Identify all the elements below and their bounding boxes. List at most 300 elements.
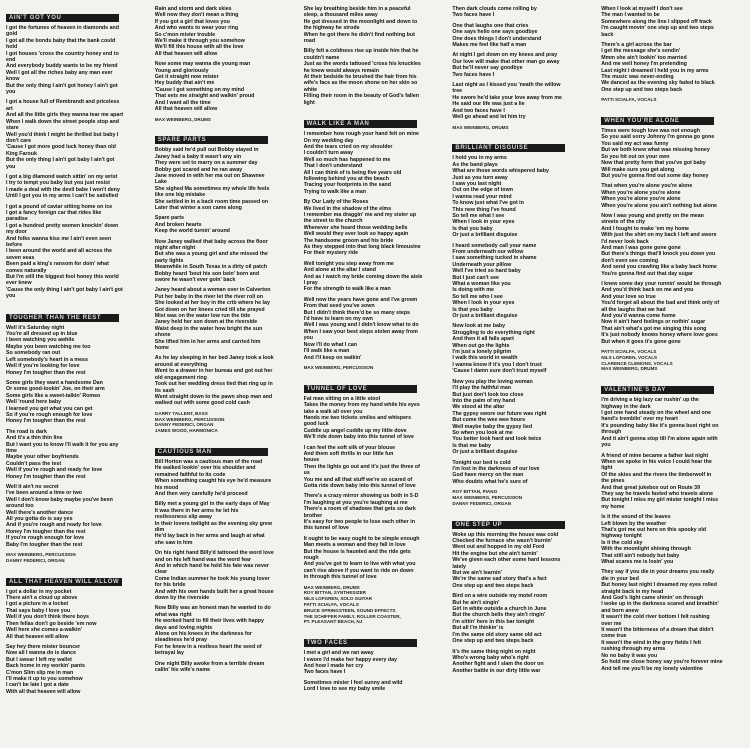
lyric-line: Bobby heard 'bout his son bein' born and	[154, 270, 260, 277]
lyric-line: I been around the world and all across the	[6, 248, 112, 255]
lyric-line: All that heaven will allow	[154, 50, 218, 57]
lyric-line: It was there in her arms he let his	[154, 507, 239, 514]
lyric-line: my door	[6, 229, 27, 236]
lyric-line: walked out with some good cold cash	[154, 400, 250, 407]
lyric-line: But honey last night I dreamed my eyes rolled	[601, 582, 717, 589]
lyric-line: There's a crazy mirror showing us both in 5-D	[303, 493, 419, 500]
lyric-line: betrayal lay	[154, 650, 184, 657]
lyric-line: Takes the money from my hand while his eyes	[303, 402, 420, 409]
lyric-line: Now some may wanna die young man	[154, 61, 251, 68]
lyric-line: Is doing with me	[452, 287, 494, 294]
lyric-line: Sometimes mister I feel sunny and wild	[303, 679, 403, 686]
lyric-line: Well it's Saturday night	[6, 324, 65, 331]
lyric-line: Now that pretty form that you've got baby	[601, 160, 706, 167]
lyric-line: On his right hand Billy'd tattooed the word love	[154, 550, 274, 557]
lyric-line: Say hey there mister bouncer	[6, 643, 81, 650]
lyric-line: I got one hand steady on the wheel and one	[601, 410, 711, 417]
lyric-line: One night Billy awoke from a terrible dream	[154, 660, 265, 667]
lyric-line: They say he travels fasted who travels alone	[601, 490, 714, 497]
lyric-line: hand's tremblin' over my heart	[601, 416, 678, 423]
lyric-line: Until I got you in my arms I can't be satisfied	[6, 193, 118, 200]
lyric-line: Well tonight you step away from me	[303, 260, 394, 267]
lyric-line: I got a pound of caviar sitting home on ice	[6, 203, 113, 210]
credit-line: JAMES WOOD, HARMONICA	[154, 428, 218, 434]
lyric-line: One does things I don't understand	[452, 35, 542, 42]
lyric-line: Later that winter a son came along	[154, 204, 242, 211]
lyric-line: I been watching you awhile	[6, 337, 75, 344]
lyric-line: When we spoke in his voice I could hear the	[601, 458, 712, 465]
lyric-line: Now look at me baby	[452, 323, 506, 330]
lyric-line: When I look in your eyes	[452, 300, 515, 307]
lyric-line: But I want you to know I'll walk it for you any	[6, 441, 119, 448]
lyric-line: I learned you get what you can get	[6, 405, 93, 412]
lyric-line: He walked lookin' over his shoulder and	[154, 465, 256, 472]
lyric-line: Well I've tried so hard baby	[452, 268, 521, 275]
lyric-line: From that seed you've sown	[303, 303, 375, 310]
lyric-line: It ought to be easy ought to be simple enough	[303, 535, 420, 542]
lyric-line: I'm sittin' here in this bar tonight	[452, 618, 535, 625]
lyric-line: I got houses 'cross the country honey end to	[6, 50, 119, 57]
lyric-line: Struggling to do everything right	[452, 329, 535, 336]
lyric-line: And then it all falls apart	[452, 336, 514, 343]
lyric-line: With just the shirt on my back I left and swore	[601, 232, 717, 239]
lyric-line: Get it straight now mister	[154, 74, 219, 81]
lyric-line: Is it the cold sky	[601, 539, 643, 546]
credit-line: ROY BITTAN, PIANO	[452, 489, 498, 495]
lyric-line: The gypsy swore our future was right	[452, 410, 547, 417]
lyric-line: With all that heaven will allow	[6, 688, 81, 695]
lyric-line: Went straight down to the pawn shop man and	[154, 393, 273, 400]
lyric-line: streets of the city	[601, 219, 646, 226]
lyric-line: He swore he'd take your love away from me	[452, 94, 562, 101]
lyric-line: Or just a brilliant disguise	[452, 232, 518, 239]
lyric-line: Last night as I kissed you 'neath the willow	[452, 82, 561, 89]
lyric-line: But there's things that'll knock you down you	[601, 251, 716, 258]
lyric-line: Now I was young and pretty on the mean	[601, 212, 704, 219]
song-block	[304, 6, 447, 106]
lyric-line: Maybe you been watching me too	[6, 343, 91, 350]
lyric-line: I'm the same old story same old act	[452, 631, 542, 638]
lyric-line: And that great jukebox out on Route 39	[601, 484, 701, 491]
lyric-line: Alone on his knees in the darkness for	[154, 631, 252, 638]
lyric-line: C'mon Slim slip me in man	[6, 669, 74, 676]
lyric-line: But we ain't learnin'	[452, 570, 502, 577]
lyric-line: you	[601, 442, 611, 449]
lyric-column	[6, 6, 149, 744]
lyric-line: That's got me out here on this spooky old	[601, 526, 707, 533]
lyric-line: Well if you don't think there boys	[6, 614, 89, 621]
credit-line: PATTI SCIALFA, VOCALS	[303, 602, 359, 608]
lyric-line: over me	[601, 620, 622, 627]
lyric-line: Jane moved in with her ma out on Shawnee	[154, 172, 265, 179]
lyric-line: couldn't name	[303, 54, 340, 61]
lyric-line: all the laughs that we had	[601, 306, 666, 313]
lyric-line: Went to a drawer in her bureau and got out her	[154, 368, 273, 375]
lyric-line: Gotta ride down baby into this tunnel of love	[303, 482, 416, 489]
credit-line: GARRY TALLENT, BASS	[154, 410, 208, 416]
lyric-line: Fat man sitting on a little stool	[303, 395, 381, 402]
lyric-line: Just as the words tattooed 'cross his knuckles	[303, 61, 421, 68]
lyric-line: old engagement ring	[154, 374, 207, 381]
lyric-line: I saw something tucked in shame	[452, 255, 537, 262]
lyric-line: And in which hand he held his fate was never	[154, 563, 269, 570]
lyric-line: What a woman like you	[452, 281, 511, 288]
lyric-line: Woke up this morning the house was cold	[452, 531, 559, 538]
lyric-column	[601, 6, 744, 744]
lyric-line: And who wants to wear your ring	[154, 25, 239, 32]
lyric-line: And God's light came shinin' on through	[601, 595, 704, 602]
lyric-line: Just as you turn away	[452, 174, 508, 181]
lyric-line: Got down on her knees cried till she prayed	[154, 306, 265, 313]
lyric-line: Will make sure you get along	[601, 166, 675, 173]
lyric-line: It's the same thing night on night	[452, 648, 536, 655]
lyric-line: I'm driving a big lazy car rushin' up the	[601, 397, 699, 404]
song-block	[452, 136, 595, 506]
lyric-line: Or just a brilliant disguise	[452, 449, 518, 456]
lyric-line: And folks wanna kiss me I ain't even seen	[6, 235, 112, 242]
lyric-line: I swore I'd make her happy every day	[303, 656, 398, 663]
lyric-line: So tell me what I see	[452, 212, 505, 219]
lyric-line: Been paid a king's ransom for doin' what	[6, 261, 109, 268]
lyric-line: Underneath your pillow	[452, 261, 512, 268]
lyric-line: around at everything	[154, 361, 208, 368]
lyric-line: We lived in the shadow of the elms	[303, 205, 392, 212]
lyric-line: It's just nobody knows honey where love goes	[601, 332, 718, 339]
credit-line: MAX WEINBERG, DRUMS	[154, 116, 211, 122]
lyric-line: restlessness slip away	[154, 514, 212, 521]
lyric-line: Now all I wanna do is dance	[6, 650, 77, 657]
lyric-line: So if you're rough enough for love	[6, 411, 93, 418]
lyric-line: I got a big diamond watch sittin' on my wrist	[6, 173, 118, 180]
lyric-line: Waist deep in the water how bright the sun	[154, 325, 263, 332]
lyric-line: home	[154, 345, 169, 352]
lyric-line: and born anew	[601, 607, 639, 614]
lyric-line: And all the little girls they wanna tear me apart	[6, 112, 124, 119]
lyric-line: I remember ma draggin' me and my sister up	[303, 211, 417, 218]
lyric-line: And as I watch my bride coming down the aisle	[303, 273, 423, 280]
lyric-line: It wasn't the cold river bottom I felt rushing	[601, 614, 710, 621]
lyric-line: All you gotta do is say yes	[6, 516, 73, 523]
lyric-line: And then very carefully he'd proceed	[154, 490, 248, 497]
credit-line: MAX WEINBERG, DRUMS	[601, 366, 658, 372]
lyric-line: Two faces have I	[303, 669, 346, 676]
song-block	[6, 570, 149, 696]
lyric-line: Another battle in our dirty little war	[452, 667, 541, 674]
lyric-line: But you're gonna find out some day honey	[601, 172, 709, 179]
lyric-line: I pray	[303, 280, 318, 287]
lyric-line: And the tears cried on my shoulder	[303, 143, 393, 150]
lyric-line: Somewhere along the line I slipped off track	[601, 18, 712, 25]
lyric-line: And it ain't gonna stop till I'm alone again with	[601, 435, 718, 442]
lyric-line: So tell me who I see	[452, 293, 503, 300]
lyric-line: Is that you baby	[452, 306, 493, 313]
lyric-line: Meanwhile in South Texas in a dirty oil patch	[154, 264, 268, 271]
lyric-line: She looked at her boy in the crib where he lay	[154, 300, 270, 307]
lyric-line: white	[303, 86, 318, 93]
lyric-line: And you've got to learn to live with what you	[303, 561, 416, 568]
credit-line: MAX WEINBERG, DRUMS	[452, 124, 509, 130]
lyric-line: With the moonlight shining through	[601, 546, 691, 553]
lyric-line: By Our Lady of the Roses	[303, 199, 369, 206]
lyric-line: God have mercy on the man	[452, 472, 524, 479]
lyric-line: There's a girl across the bar	[601, 42, 672, 49]
lyric-line: At night I get down on my knees and pray	[452, 52, 558, 59]
lyric-line: Bobby said he'd pull out Bobby stayed in	[154, 147, 259, 154]
lyric-line: They say if you die in your dreams you really	[601, 569, 715, 576]
lyric-line: I couldn't turn away	[303, 150, 354, 157]
lyric-line: Last night I dreamed I held you in my arms	[601, 67, 709, 74]
lyric-line: And me well honey I'm pretending	[601, 61, 687, 68]
lyric-line: Rain and storm and dark skies	[154, 6, 232, 12]
song-title: VALENTINE'S DAY	[601, 386, 714, 394]
lyric-line: We stood at the altar	[452, 404, 505, 411]
lyric-line: I'll make it up to you somehow	[6, 675, 83, 682]
lyric-column	[452, 6, 595, 744]
lyric-line: I got a fancy foreign car that rides like	[6, 209, 102, 216]
lyric-line: That says baby I love you	[6, 607, 71, 614]
lyric-line: house	[303, 457, 320, 464]
lyric-line: Young and gloriously	[154, 67, 209, 74]
lyric-line: It's pounding baby like it's gonna bust right on	[601, 422, 719, 429]
lyric-line: Filling their room in the beauty of God's fallen	[303, 93, 420, 100]
credit-line: MAX WEINBERG, PERCUSSION	[154, 416, 225, 422]
lyric-line: I wanna read your mind	[452, 193, 512, 200]
lyric-line: comes naturally	[6, 267, 47, 274]
lyric-line: But he ain't singin'	[452, 599, 500, 606]
lyric-line: Checked the furnace she wasn't burnin'	[452, 538, 553, 544]
lyric-line: Well it ain't no secret	[6, 484, 59, 490]
lyric-line: But we both knew what was missing honey	[601, 147, 710, 154]
lyric-column	[304, 6, 447, 744]
lyric-line: For the strength to walk like a man	[303, 286, 391, 293]
lyric-line: Well if you're rough and ready for love	[6, 467, 103, 474]
song-block	[304, 631, 447, 692]
lyric-line: You me and all that stuff we're so scared of	[303, 476, 413, 483]
lyric-line: Well I don't know baby maybe you've been	[6, 496, 113, 503]
lyric-line: 'Cause I damn sure don't trust myself	[452, 368, 547, 375]
lyric-line: paradise	[6, 216, 28, 223]
lyric-line: I remember how rough your hand felt on mine	[303, 131, 419, 138]
lyric-line: sleep, a thousand miles away	[303, 12, 378, 19]
lyric-line: don't even see coming	[601, 257, 659, 264]
lyric-line: Who's wrong baby who's right	[452, 654, 529, 661]
lyric-line: Now you play the loving woman	[452, 378, 533, 385]
lyric-line: Is that you baby	[452, 225, 493, 232]
lyric-line: Hands me two tickets smiles and whispers	[303, 414, 412, 421]
lyric-line: Lord I love to see my baby smile	[303, 686, 386, 693]
lyric-line: King Farouk	[6, 150, 37, 157]
lyric-line: In their lovers twilight as the evening sky grew	[154, 520, 272, 527]
credit-line: NILS LOFGREN, SOLO GUITAR	[303, 596, 372, 602]
lyric-line: you	[6, 293, 16, 300]
lyric-line: I got the fortunes of heaven in diamonds and	[6, 25, 120, 31]
credit-line: DANNY FEDERICI, ORGAN	[154, 422, 214, 428]
song-title: TWO FACES	[304, 639, 417, 647]
lyric-line: I'm caught movin' one step up and two steps	[601, 25, 714, 32]
lyric-line: I met a girl and we ran away	[303, 650, 374, 657]
lyric-line: you	[6, 163, 16, 170]
lyric-line: All that heaven will allow	[154, 106, 218, 113]
lyric-line: That when you're alone you're alone	[601, 183, 693, 190]
lyric-line: So you said sorry Johnny I'm gonna go gone	[601, 134, 715, 141]
lyric-line: When I saw your best steps stolen away from	[303, 328, 418, 335]
lyric-line: The music was never-ending	[601, 74, 674, 81]
lyric-line: He got dressed in the moonlight and down to	[303, 18, 418, 25]
credit-line: DANNY FEDERICI, ORGAN	[452, 500, 512, 506]
lyric-line: and on his left hand was the word fear	[154, 556, 252, 563]
lyric-line: For their mystery ride	[303, 250, 359, 257]
lyric-line: All I can think of is being five years old	[303, 169, 402, 176]
lyric-line: Some girls like a sweet-talkin' Romeo	[6, 392, 101, 399]
lyric-line: I made a deal with the devil babe I won't deny	[6, 186, 120, 193]
credit-line: BRUCE SPRINGSTEEN, SOUND EFFECTS	[303, 607, 396, 613]
lyric-line: But she was a young girl and she missed the	[154, 251, 268, 258]
lyric-line: tree	[452, 88, 463, 95]
credit-line: PATTI SCIALFA, VOCALS	[601, 97, 657, 103]
credit-line: THE SCHIFFER FAMILY, ROLLER COASTER,	[303, 613, 401, 619]
song-block	[601, 6, 744, 103]
lyric-line: Our love will make that other man go away	[452, 58, 560, 65]
song-block	[452, 6, 595, 130]
lyric-line: 'Cause I got something on my mind	[154, 86, 245, 93]
lyric-line: Well there's another dance	[6, 509, 74, 516]
lyric-line: It wasn't the wind in the grey fields I felt	[601, 639, 702, 646]
lyric-line: I'd never look back	[601, 238, 649, 245]
lyric-line: And how I made her cry	[303, 663, 364, 670]
lyric-line: she saw in him	[154, 539, 193, 546]
lyric-line: for his bride	[154, 582, 186, 589]
lyric-line: Billy met a young girl in the early days of May	[154, 501, 270, 508]
song-block	[452, 513, 595, 675]
lyric-line: When something caught his eye he'd measure	[154, 478, 272, 485]
lyric-line: And man I was gone gone gone	[601, 244, 681, 251]
lyric-line: Put her baby in the river let the river roll on	[154, 293, 264, 300]
lyric-line: highway tonight	[601, 533, 642, 540]
lyric-line: highway in the dark	[601, 403, 651, 410]
lyric-line: What are those words whispered baby	[452, 168, 549, 175]
lyric-line: From underneath our willow	[452, 248, 524, 255]
lyric-line: Or just a brilliant disguise	[452, 313, 518, 320]
lyric-line: his mood	[154, 484, 179, 491]
lyric-line: You're all dressed up in blue	[6, 331, 78, 338]
lyric-line: Janey had a baby it wasn't any sin	[154, 153, 242, 160]
lyric-line: before	[6, 242, 23, 248]
lyric-line: One step up and two steps back	[452, 638, 534, 645]
lyric-line: Who doubts what he's sure of	[452, 478, 528, 485]
lyric-line: I've been around a time or two	[6, 490, 83, 497]
lyric-line: When I look in your eyes	[452, 219, 515, 226]
lyric-line: remained faithful to its code	[154, 471, 226, 478]
lyric-line: Well would they ever look so happy again	[303, 231, 409, 238]
lyric-line: Well here she comes a-walkin'	[6, 627, 82, 634]
song-block	[6, 306, 149, 564]
lyric-line: this tunnel of love	[303, 525, 349, 532]
lyric-line: Makes me feel like half a man	[452, 42, 527, 49]
lyric-line: Back home in my workin' pants	[6, 663, 85, 670]
lyric-line: So hold me close honey say you're forever mine	[601, 659, 723, 666]
lyric-line: party lights	[154, 257, 184, 264]
lyric-line: But I just can't see	[452, 274, 499, 281]
lyric-line: The man I wanted to be	[601, 12, 660, 19]
lyric-line: light	[303, 99, 315, 106]
lyric-line: If you're rough enough for love	[6, 535, 85, 542]
lyric-line: So somebody ran out	[6, 350, 61, 357]
credit-line: PT. PLEASANT BEACH, NJ	[303, 619, 363, 625]
lyric-line: One step up and two steps back	[601, 86, 683, 93]
lyric-line: Then dark clouds come rolling by	[452, 6, 537, 12]
lyric-line: But the church bells they ain't ringin'	[452, 612, 546, 619]
lyric-line: Bobby got scared and he ran away	[154, 166, 243, 173]
lyric-line: And them soft thrills in our little fun	[303, 450, 394, 457]
lyric-line: shone	[154, 332, 171, 339]
song-title: SPARE PARTS	[155, 136, 268, 144]
lyric-line: When out go the lights	[452, 342, 510, 349]
lyric-line: When you're alone you're alone	[601, 189, 681, 196]
lyric-line: I woke up in the darkness scared and breathin'	[601, 601, 719, 608]
lyric-line: end	[6, 57, 16, 64]
lyric-line: hold	[6, 44, 18, 51]
lyric-line: When I walk down the street people stop and	[6, 118, 120, 125]
lyric-line: And alone at the altar I stand	[303, 267, 376, 274]
lyric-line: When he got there he didn't find nothing but	[303, 31, 415, 38]
lyric-line: You said my act was funny	[601, 140, 669, 147]
lyric-line: But the house is haunted and the ride gets	[303, 548, 411, 555]
lyric-line: Hey buddy that ain't me	[154, 80, 215, 87]
lyric-line: time	[6, 447, 17, 454]
lyric-line: Janey held her son down at the riverside	[154, 319, 258, 326]
lyric-line: Whenever she heard those wedding bells	[303, 224, 408, 231]
lyric-line: Janey heard about a woman over in Calverton	[154, 287, 271, 294]
lyric-line: Hit the engine but she ain't turnin'	[452, 550, 538, 557]
lyric-line: When you're alone you're alone	[601, 196, 681, 203]
lyric-line: Girl in white outside a church in June	[452, 606, 547, 613]
lyric-line: Bird on a wire outside my motel room	[452, 593, 548, 600]
lyric-line: And I fought to make 'em my home	[601, 225, 689, 232]
lyric-line: Another fight and I slam the door on	[452, 661, 544, 668]
lyric-line: what was right	[154, 611, 192, 618]
lyric-line: Is that me baby	[452, 442, 491, 449]
lyric-line: I got a house full of Rembrandt and priceless	[6, 99, 120, 106]
lyric-line: And if you're rough and ready for love	[6, 522, 102, 529]
lyric-line: We'll make it through you somehow	[154, 38, 245, 45]
lyric-line: Well go ahead and let him try	[452, 114, 526, 121]
lyric-line: As he lay sleeping in her bed Janey took a look	[154, 355, 274, 362]
credit-line: MAX WEINBERG, PERCUSSION	[303, 364, 374, 370]
lyric-line: It wasn't the bitterness of a dream that didn't	[601, 627, 714, 634]
lyric-line: Now Janey walked that baby across the floor	[154, 238, 268, 245]
lyric-line: know	[6, 76, 20, 83]
lyric-line: Spare parts	[154, 215, 184, 222]
lyric-line: Honey I'm tougher than the rest	[6, 369, 86, 376]
song-title: BRILLIANT DISGUISE	[452, 144, 565, 152]
lyric-line: Mist was on the water low run the tide	[154, 313, 251, 320]
lyric-line: And everybody buddy wants to be my friend	[6, 63, 118, 70]
lyric-line: Well I got all the riches baby any man ever	[6, 69, 113, 76]
lyric-line: So when you look at me	[452, 429, 513, 436]
lyric-line: Man meets a woman and they fall in love	[303, 542, 406, 549]
lyric-line: Then the lights go out and it's just the three of	[303, 463, 420, 470]
song-title: WALK LIKE A MAN	[304, 120, 417, 128]
song-block	[304, 377, 447, 626]
lyric-line: And I want all the time	[154, 99, 211, 106]
lyric-line: It's easy for two people to lose each other in	[303, 519, 415, 526]
lyric-line: And it's a thin thin line	[6, 435, 63, 442]
lyric-line: you	[6, 89, 16, 96]
lyric-line: lately	[452, 563, 466, 570]
lyric-line: But just don't look too close	[452, 391, 524, 398]
lyric-line: Honey I'm tougher than the rest	[6, 528, 86, 535]
lyric-line: The handsome groom and his bride	[303, 237, 394, 244]
